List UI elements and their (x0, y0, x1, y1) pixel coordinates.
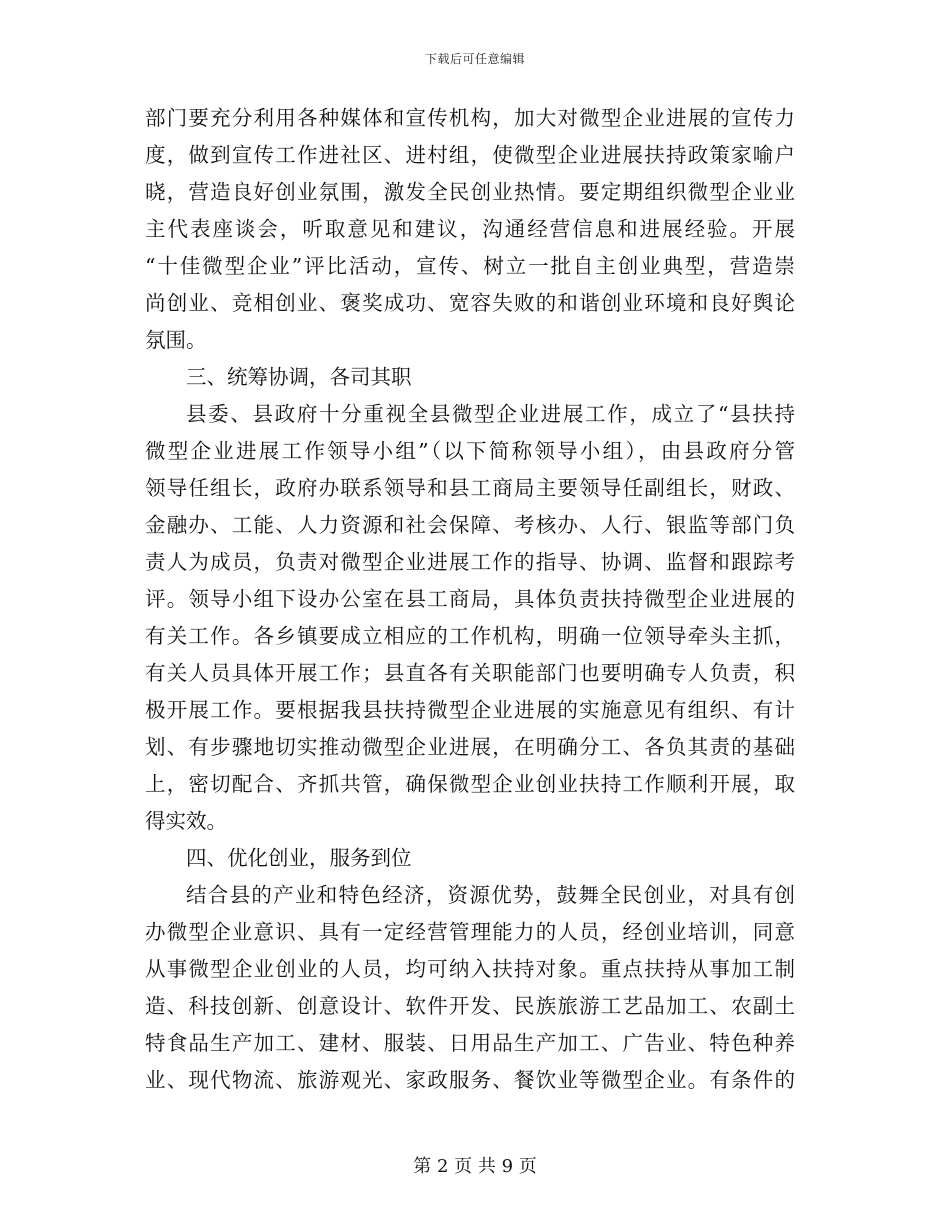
text-line: 评。领导小组下设办公室在县工商局，具体负责扶持微型企业进展的 (145, 587, 795, 611)
text-line: 有关工作。各乡镇要成立相应的工作机构，明确一位领导牵头主抓， (145, 624, 795, 648)
text-line: 从事微型企业创业的人员，均可纳入扶持对象。重点扶持从事加工制 (145, 957, 795, 981)
text-line: 度，做到宣传工作进社区、进村组，使微型企业进展扶持政策家喻户 (145, 143, 795, 167)
section-heading: 三、统筹协调，各司其职 (186, 365, 412, 389)
page-header: 下载后可任意编辑 (424, 52, 525, 66)
text-line: 特食品生产加工、建材、服装、日用品生产加工、广告业、特色种养 (145, 1031, 795, 1055)
text-line: 部门要充分利用各种媒体和宣传机构，加大对微型企业进展的宣传力 (145, 106, 795, 130)
text-line: 县委、县政府十分重视全县微型企业进展工作，成立了“县扶持 (186, 402, 795, 426)
text-line: 得实效。 (145, 809, 227, 833)
text-line: 领导任组长，政府办联系领导和县工商局主要领导任副组长，财政、 (145, 476, 795, 500)
text-line: 氛围。 (145, 328, 207, 352)
text-line: 结合县的产业和特色经济，资源优势，鼓舞全民创业，对具有创 (186, 883, 795, 907)
text-line: 责人为成员，负责对微型企业进展工作的指导、协调、监督和跟踪考 (145, 550, 795, 574)
document-body (145, 100, 795, 1099)
text-line: 办微型企业意识、具有一定经营管理能力的人员，经创业培训，同意 (145, 920, 795, 944)
text-line: 划、有步骤地切实推动微型企业进展，在明确分工、各负其责的基础 (145, 735, 795, 759)
page-number: 第 2 页 共 9 页 (413, 1156, 537, 1177)
text-line: 上，密切配合、齐抓共管，确保微型企业创业扶持工作顺利开展，取 (145, 772, 795, 796)
text-line: 主代表座谈会，听取意见和建议，沟通经营信息和进展经验。开展 (145, 217, 795, 241)
text-line: 造、科技创新、创意设计、软件开发、民族旅游工艺品加工、农副土 (145, 994, 795, 1018)
text-line: 极开展工作。要根据我县扶持微型企业进展的实施意见有组织、有计 (145, 698, 795, 722)
text-line: 晓，营造良好创业氛围，激发全民创业热情。要定期组织微型企业业 (145, 180, 795, 204)
text-line: “十佳微型企业”评比活动，宣传、树立一批自主创业典型，营造崇 (145, 254, 795, 278)
text-line: 微型企业进展工作领导小组”（以下简称领导小组），由县政府分管 (145, 439, 795, 463)
text-line: 业、现代物流、旅游观光、家政服务、餐饮业等微型企业。有条件的 (145, 1068, 795, 1092)
section-heading: 四、优化创业，服务到位 (186, 846, 412, 870)
text-line: 有关人员具体开展工作；县直各有关职能部门也要明确专人负责，积 (145, 661, 795, 685)
text-line: 金融办、工能、人力资源和社会保障、考核办、人行、银监等部门负 (145, 513, 795, 537)
text-line: 尚创业、竞相创业、褒奖成功、宽容失败的和谐创业环境和良好舆论 (145, 291, 795, 315)
